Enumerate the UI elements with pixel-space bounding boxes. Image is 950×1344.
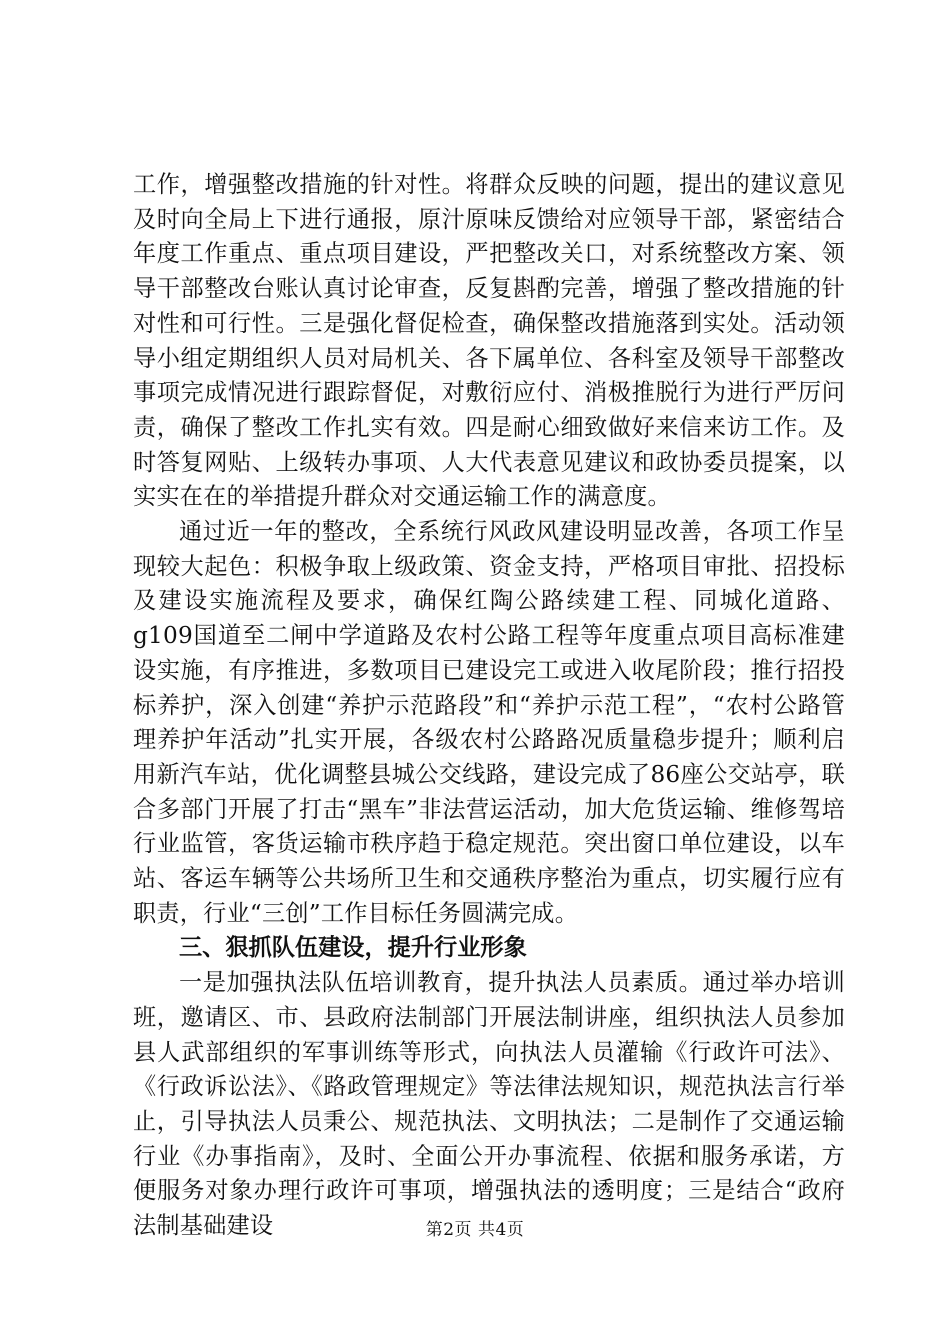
paragraph-1: 工作，增强整改措施的针对性。将群众反映的问题，提出的建议意见及时向全局上下进行通报，原汁原味反馈给对应领导干部，紧密结合年度工作重点、重点项目建设，严把整改关口，对系统整改方案、领导干部整改台账认真讨论审查，反复斟酌完善，增强了整改措施的针对性和可行性。三是强化督促检查，确保整改措施落到实处。活动领导小组定期组织人员对局机关、各下属单位、各科室及领导干部整改事项完成情况进行跟踪督促，对敷衍应付、消极推脱行为进行严厉问责，确保了整改工作扎实有效。四是耐心细致做好来信来访工作。及时答复网贴、上级转办事项、人大代表意见建议和政协委员提案，以实实在在的举措提升群众对交通运输工作的满意度。 — [133, 171, 845, 511]
paragraph-3: 一是加强执法队伍培训教育，提升执法人员素质。通过举办培训班，邀请区、市、县政府法制部门开展法制讲座，组织执法人员参加县人武部组织的军事训练等形式，向执法人员灌输《行政许可法》、《行政诉讼法》、《路政管理规定》等法律法规知识，规范执法言行举止，引导执法人员秉公、规范执法、文明执法；二是制作了交通运输行业《办事指南》，及时、全面公开办事流程、依据和服务承诺，方便服务对象办理行政许可事项，增强执法的透明度；三是结合“政府法制基础建设 — [133, 969, 845, 1240]
paragraph-2: 通过近一年的整改，全系统行风政风建设明显改善，各项工作呈现较大起色：积极争取上级政策、资金支持，严格项目审批、招投标及建设实施流程及要求，确保红陶公路续建工程、同城化道路、g109国道至二闸中学道路及农村公路工程等年度重点项目高标准建设实施，有序推进，多数项目已建设完工或进入收尾阶段；推行招投标养护，深入创建“养护示范路段”和“养护示范工程”，“农村公路管理养护年活动”扎实开展，各级农村公路路况质量稳步提升；顺利启用新汽车站，优化调整县城公交线路，建设完成了86座公交站亭，联合多部门开展了打击“黑车”非法营运活动，加大危货运输、维修驾培行业监管，客货运输市秩序趋于稳定规范。突出窗口单位建设，以车站、客运车辆等公共场所卫生和交通秩序整治为重点，切实履行应有职责，行业“三创”工作目标任务圆满完成。 — [133, 518, 845, 927]
page-footer: 第2页 共4页 — [425, 1220, 525, 1240]
section-heading: 三、狠抓队伍建设，提升行业形象 — [179, 934, 527, 962]
document-body — [133, 168, 845, 1244]
